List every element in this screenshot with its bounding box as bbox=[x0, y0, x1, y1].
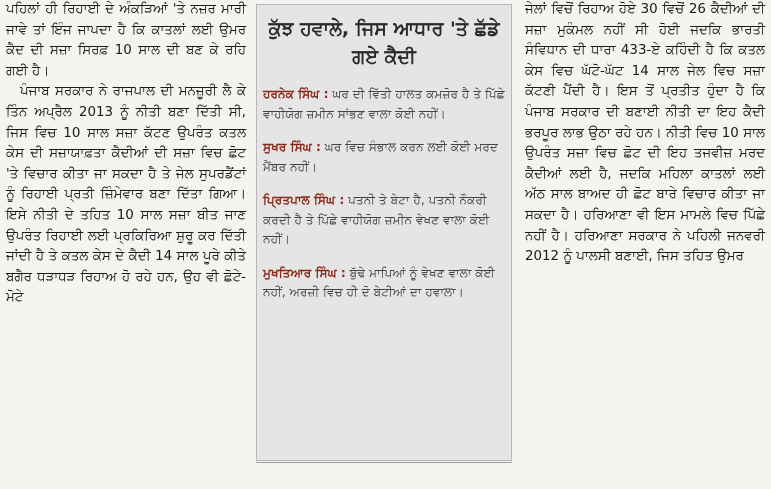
quote-name: ਸੁਖਰ ਸਿੰਘ : bbox=[263, 140, 321, 154]
left-paragraph-1: ਪਹਿਲਾਂ ਹੀ ਰਿਹਾਈ ਦੇ ਅੰਕੜਿਆਂ 'ਤੇ ਨਜ਼ਰ ਮਾਰੀ ਜਾਵੇ ਤਾਂ ਇੰਜ ਜਾਪਦਾ ਹੈ ਕਿ ਕਾਤਲਾਂ ਲਈ ਉਮਰ ਕੈਦ ਦੀ ਸਜ਼ਾ ਸਿਰਫ਼ 10 ਸਾਲ ਦੀ ਬਣ ਕੇ ਰਹਿ ਗਈ ਹੈ। bbox=[6, 2, 246, 79]
right-article-column bbox=[525, 0, 765, 489]
quote-entry bbox=[263, 191, 505, 250]
quote-entry bbox=[263, 138, 505, 177]
quote-name: ਹਰਨੇਕ ਸਿੰਘ : bbox=[263, 87, 329, 101]
quote-entry bbox=[263, 264, 505, 303]
quotes-sidebar-box bbox=[256, 4, 512, 461]
quote-text: ਪਤਨੀ ਤੇ ਬੇਟਾ ਹੈ, ਪਤਨੀ ਨੌਕਰੀ ਕਰਦੀ ਹੈ ਤੇ ਪਿੱਛੇ ਵਾਹੀਯੋਗ ਜ਼ਮੀਨ ਵੇਖਣ ਵਾਲਾ ਕੋਈ ਨਹੀਂ। bbox=[263, 193, 490, 246]
quote-text: ਬੁੱਢੇ ਮਾਪਿਆਂ ਨੂੰ ਵੇਖਣ ਵਾਲਾ ਕੋਈ ਨਹੀਂ, ਅਰਜ਼ੀ ਵਿਚ ਹੀ ਦੋ ਬੇਟੀਆਂ ਦਾ ਹਵਾਲਾ। bbox=[263, 265, 495, 299]
box-title: ਕੁੱਝ ਹਵਾਲੇ, ਜਿਸ ਆਧਾਰ 'ਤੇ ਛੱਡੇ ਗਏ ਕੈਦੀ bbox=[268, 18, 500, 68]
quote-text: ਘਰ ਦੀ ਵਿੱਤੀ ਹਾਲਤ ਕਮਜ਼ੋਰ ਹੈ ਤੇ ਪਿੱਛੇ ਵਾਹੀਯੋਗ ਜ਼ਮੀਨ ਸਾਂਭਣ ਵਾਲਾ ਕੋਈ ਨਹੀਂ। bbox=[263, 87, 505, 121]
left-paragraph-2: ਪੰਜਾਬ ਸਰਕਾਰ ਨੇ ਰਾਜਪਾਲ ਦੀ ਮਨਜ਼ੂਰੀ ਲੈ ਕੇ ਤਿੰਨ ਅਪ੍ਰੈਲ 2013 ਨੂੰ ਨੀਤੀ ਬਣਾ ਦਿੱਤੀ ਸੀ, ਜਿਸ ਵਿਚ 10 ਸਾਲ ਸਜ਼ਾ ਕੱਟਣ ਉਪਰੰਤ ਕਤਲ ਕੇਸ ਦੀ ਸਜ਼ਾਯਾਫ਼ਤਾ ਕੈਦੀਆਂ ਦੀ ਸਜ਼ਾ ਵਿਚ ਛੋਟ 'ਤੇ ਵਿਚਾਰ ਕੀਤਾ ਜਾ ਸਕਦਾ ਹੈ ਤੇ ਜੇਲ ਸੁਪਰਡੈਂਟਾਂ ਨੂੰ ਰਿਹਾਈ ਪ੍ਰਤੀ ਜ਼ਿੰਮੇਵਾਰ ਬਣਾ ਦਿੱਤਾ ਗਿਆ। ਇਸੇ ਨੀਤੀ ਦੇ ਤਹਿਤ 10 ਸਾਲ ਸਜ਼ਾ ਬੀਤ ਜਾਣ ਉਪਰੰਤ ਰਿਹਾਈ ਲਈ ਪ੍ਰਕਿਰਿਆ ਸ਼ੁਰੂ ਕਰ ਦਿੱਤੀ ਜਾਂਦੀ ਹੈ ਤੇ ਕਤਲ ਕੇਸ ਦੇ ਕੈਦੀ 14 ਸਾਲ ਪੂਰੇ ਕੀਤੇ ਬਗੈਰ ਧੜਾਧੜ ਰਿਹਾਅ ਹੋ ਰਹੇ ਹਨ, ਉਹ ਵੀ ਛੋਟੇ-ਮੋਟੇ bbox=[6, 84, 246, 306]
quote-name: ਮੁਖਤਿਆਰ ਸਿੰਘ : bbox=[263, 265, 346, 280]
quote-entry bbox=[263, 85, 505, 124]
quote-name: ਪ੍ਰਿਤਪਾਲ ਸਿੰਘ : bbox=[263, 193, 345, 207]
column-divider bbox=[256, 462, 512, 463]
quote-text: ਘਰ ਵਿਚ ਸੰਭਾਲ ਕਰਨ ਲਈ ਕੋਈ ਮਰਦ ਮੈਂਬਰ ਨਹੀਂ। bbox=[263, 140, 498, 174]
left-article-column bbox=[6, 0, 246, 489]
right-paragraph-1: ਜੇਲਾਂ ਵਿਚੋਂ ਰਿਹਾਅ ਹੋਏ 30 ਵਿਚੋਂ 26 ਕੈਦੀਆਂ ਦੀ ਸਜ਼ਾ ਮੁਕੰਮਲ ਨਹੀਂ ਸੀ ਹੋਈ ਜਦਕਿ ਭਾਰਤੀ ਸੰਵਿਧਾਨ ਦੀ ਧਾਰਾ 433-ਏ ਕਹਿੰਦੀ ਹੈ ਕਿ ਕਤਲ ਕੇਸ ਵਿਚ ਘੱਟੋ-ਘੱਟ 14 ਸਾਲ ਜੇਲ ਵਿਚ ਸਜ਼ਾ ਕੱਟਣੀ ਪੈਂਦੀ ਹੈ। ਇਸ ਤੋਂ ਪ੍ਰਤੀਤ ਹੁੰਦਾ ਹੈ ਕਿ ਪੰਜਾਬ ਸਰਕਾਰ ਦੀ ਬਣਾਈ ਨੀਤੀ ਦਾ ਇਹ ਕੈਦੀ ਭਰਪੂਰ ਲਾਭ ਉਠਾ ਰਹੇ ਹਨ। ਨੀਤੀ ਵਿਚ 10 ਸਾਲ ਉਪਰੰਤ ਸਜ਼ਾ ਵਿਚ ਛੋਟ ਦੀ ਇਹ ਤਜਵੀਜ਼ ਮਰਦ ਕੈਦੀਆਂ ਲਈ ਹੈ, ਜਦਕਿ ਮਹਿਲਾ ਕਾਤਲਾਂ ਲਈ ਅੱਠ ਸਾਲ ਬਾਅਦ ਹੀ ਛੋਟ ਬਾਰੇ ਵਿਚਾਰ ਕੀਤਾ ਜਾ ਸਕਦਾ ਹੈ। ਹਰਿਆਣਾ ਵੀ ਇਸ ਮਾਮਲੇ ਵਿਚ ਪਿੱਛੇ ਨਹੀਂ ਹੈ। ਹਰਿਆਣਾ ਸਰਕਾਰ ਨੇ ਪਹਿਲੀ ਜਨਵਰੀ 2012 ਨੂੰ ਪਾਲਸੀ ਬਣਾਈ, ਜਿਸ ਤਹਿਤ ਉਮਰ bbox=[525, 2, 765, 265]
